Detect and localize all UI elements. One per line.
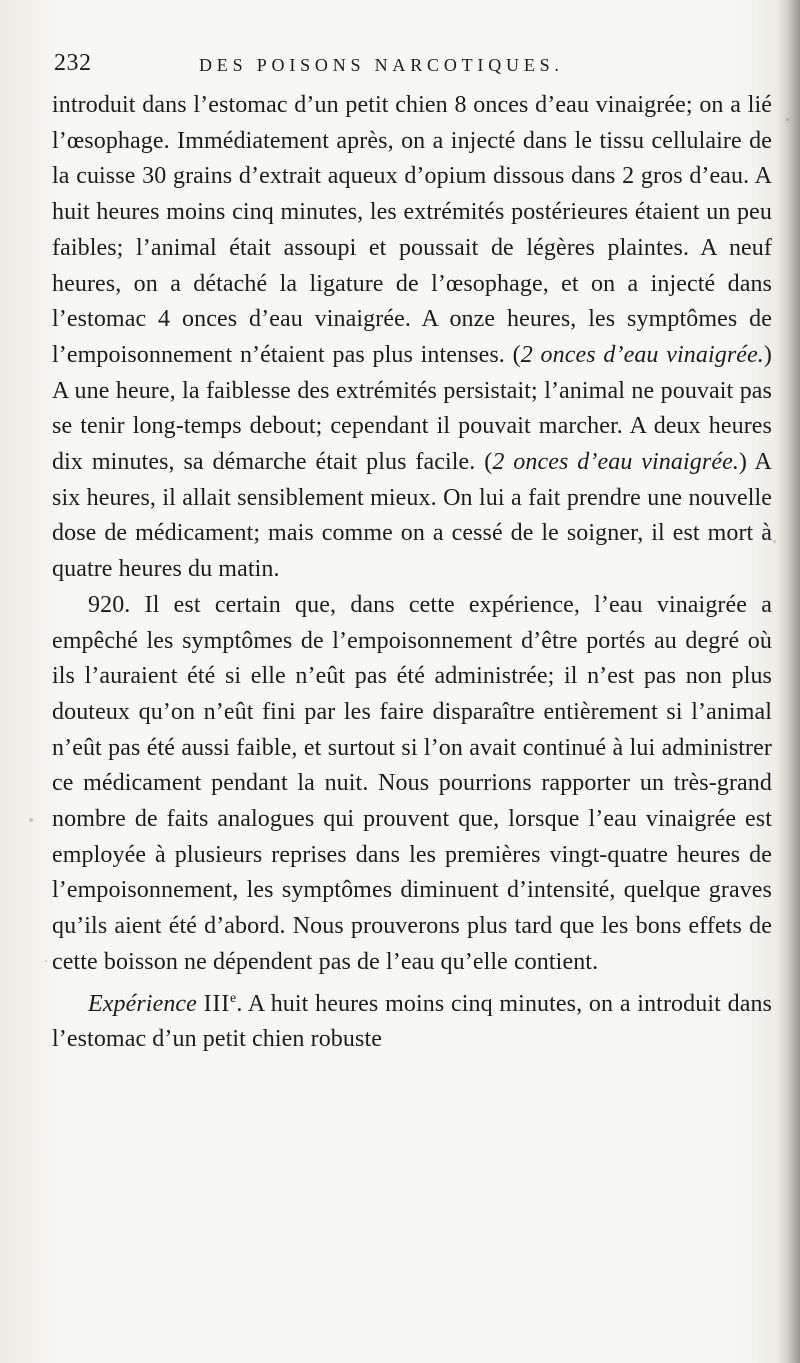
paper-speck [29,818,33,822]
paragraph-continued-experiment [52,88,772,588]
paper-speck [45,960,47,962]
paragraph-text: . A huit heures moins cinq minutes, on a introduit dans l’estomac d’un petit chien robuste [52,990,772,1053]
paragraph-text: ) A une heure, la faiblesse des extrémités persistait; l’animal ne pouvait pas se tenir long-temps debout; cependant il pouvait marcher. A deux heures dix minutes, sa démarche était plus facile. ( [52,341,772,476]
italic-note: 2 onces d’eau vinaigrée. [492,449,739,476]
paper-speck [786,118,789,121]
paper-speck [773,540,776,543]
experiment-superscript: e [230,990,237,1006]
running-head [54,46,766,86]
paragraph-text: introduit dans l’estomac d’un petit chien 8 onces d’eau vinaigrée; on a lié l’œsophage. Immédiatement après, on a injecté dans le tissu cellulaire de la cuisse 30 grains d’extrait aqueux d’opium dissous dans 2 gros d’eau. A huit heures moins cinq minutes, les extrémités postérieures étaient un peu faibles; l’animal était assoupi et poussait de légères plaintes. A neuf heures, on a détaché la ligature de l’œsophage, et on a injecté dans l’estomac 4 onces d’eau vinaigrée. A onze heures, les symptômes de l’empoisonnement n’étaient pas plus intenses. ( [52,92,772,368]
paragraph-text: ) A six heures, il allait sensiblement mieux. On lui a fait prendre une nouvelle dose de médicament; mais comme on a cessé de le soigner, il est mort à quatre heures du matin. [52,449,772,583]
page-number: 232 [54,50,92,76]
section-title: DES POISONS NARCOTIQUES. [199,55,564,75]
page-edge-shadow [776,0,800,1363]
paragraph-text: 920. Il est certain que, dans cette expérience, l’eau vinaigrée a empêché les symptômes de l’empoisonnement d’être portés au degré où ils l’auraient été si elle n’eût pas été administrée; il n’est pas non plus douteux qu’on n’eût fini par les faire disparaître entièrement si l’animal n’eût pas été aussi faible, et surtout si l’on avait continué à lui administrer ce médicament pendant la nuit. Nous pourrions rapporter un très-grand nombre de faits analogues qui prouvent que, lorsque l’eau vinaigrée est employée à plusieurs reprises dans les premières vingt-quatre heures de l’empoisonnement, les symptômes diminuent d’intensité, quelque graves qu’ils aient été d’abord. Nous prouverons plus tard que les bons effets de cette boisson ne dépendent pas de l’eau qu’elle contient. [52,591,772,975]
experiment-number: III [203,990,231,1017]
italic-note: 2 onces d’eau vinaigrée. [520,341,764,368]
experiment-label: Expérience [88,990,197,1017]
paragraph-920 [52,588,772,981]
body-text [52,88,772,1058]
paragraph-experiment-iii [52,981,772,1058]
